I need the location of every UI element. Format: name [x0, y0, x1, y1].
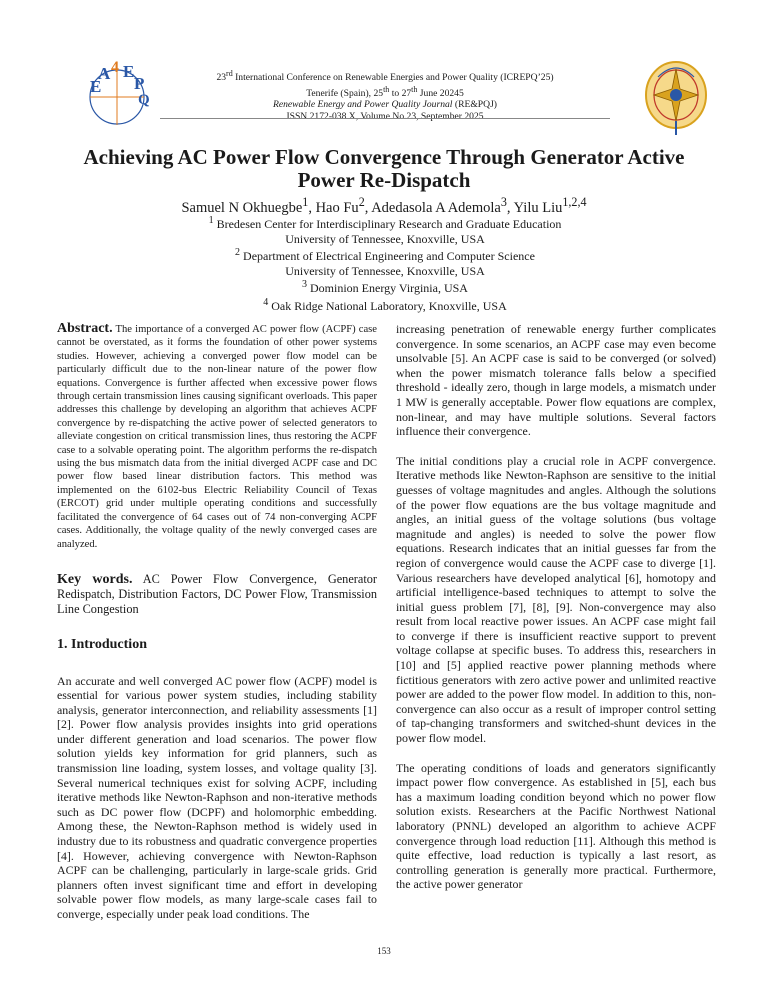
logo-letter: E	[90, 77, 102, 96]
keywords-label: Key words.	[57, 571, 133, 587]
keywords-text: AC Power Flow Convergence, Generator Redispatch, Distribution Factors, DC Power Flow, Transmission Line Congestion	[57, 571, 377, 616]
affiliation-list	[150, 214, 620, 314]
journal-name: Renewable Energy and Power Quality Journal	[272, 99, 453, 111]
author: Hao Fu$^2$,	[315, 195, 372, 216]
author: Yilu Liu$^{1,2,4}$	[513, 195, 587, 216]
affiliation: $^2$ Department of Electrical Engineering and Computer Science	[235, 247, 535, 264]
logo-letter: P	[134, 74, 145, 93]
author: Adedasola A Ademola$^3$,	[371, 195, 514, 216]
header-divider	[160, 118, 610, 119]
right-column	[396, 322, 716, 892]
ea4epq-logo	[78, 57, 156, 135]
logo-letter: 4	[111, 59, 119, 76]
keywords	[57, 572, 377, 617]
abstract	[57, 322, 377, 551]
issn-line: ISSN 2172-038 X, Volume No.23, September 2025	[286, 110, 484, 122]
affiliation-line: University of Tennessee, Knoxville, USA	[285, 231, 485, 246]
affiliation: $^3$ Dominion Energy Virginia, USA	[302, 279, 468, 296]
conference-header	[150, 68, 620, 122]
body-paragraph: The initial conditions play a crucial role in ACPF convergence. Iterative methods like Newton-Raphson are sensitive to the initial guesses of voltage magnitudes and angles. Although the solutions of the power flow equations are the bus voltage magnitude and angles, an initial guess of the voltage solutions (bus voltage magnitude and angles) is needed to solve the power flow equations. Research indicates that an initial guesses far from the region of convergence would cause the ACPF case to diverge [1]. Various researchers have developed analytical [6], homotopy and artificial intelligence-based techniques to attempt to solve the initial guess problem [7], [8], [9]. Non-convergence may also result from local reactive power issues. An ACPF case might fail to converge if there is insufficient reactive support to prevent voltage collapse at specific buses. To address this, researchers in [10] and [5] applied reactive power planning methods where fictitious generators with zero active power and unlimited reactive power are added to the power flow model. In addition to this, non-convergence can also occur as a result of improper control setting of tap-changing transformers and switched-shunt devices in the power flow model.	[396, 453, 716, 746]
logo-letter: A	[98, 64, 111, 83]
venue-line: Tenerife (Spain), 25th to 27th June 20245	[306, 84, 464, 99]
author: Samuel N Okhuegbe$^1$,	[181, 195, 316, 216]
section-heading: 1. Introduction	[57, 636, 147, 652]
affiliation: $^1$ Bredesen Center for Interdisciplinary Research and Graduate Education	[208, 215, 562, 231]
conference-line: 23rd International Conference on Renewable Energies and Power Quality (ICREPQ’25)	[216, 69, 554, 84]
conference-emblem-logo	[640, 55, 712, 137]
page-number: 153	[377, 946, 391, 956]
body-paragraph: The operating conditions of loads and generators significantly impact power flow convergence. As established in [5], each bus has a maximum loading condition beyond which no power flow solution exists. Researchers at the Pacific Northwest National laboratory (PNNL) developed an algorithm to achieve ACPF convergence through load reduction [11]. Although this method is quite effective, load reduction is typically a last resort, as controlling generation is generally more practical. Furthermore, the active power generator	[396, 760, 716, 892]
journal-line	[150, 99, 620, 111]
body-paragraph: increasing penetration of renewable energy further complicates convergence. In some scenarios, an ACPF case may even become unsolvable [5]. An ACPF case is said to be converged (or solved) when the power mismatch tolerance falls below a specified threshold - ideally zero, though in large models, a mismatch under 1 MW is generally acceptable. Power flow equations are complex, non-linear, and may have multiple solutions. Several factors influence their convergence.	[396, 322, 716, 439]
logo-letter: E	[123, 62, 135, 81]
abstract-label: Abstract.	[57, 321, 113, 336]
affiliation: $^4$ Oak Ridge National Laboratory, Knoxville, USA	[263, 296, 507, 313]
left-column	[57, 322, 377, 922]
logo-letter: Q	[138, 92, 150, 108]
journal-abbr: (RE&PQJ)	[452, 99, 497, 111]
affiliation-line: University of Tennessee, Knoxville, USA	[285, 263, 485, 278]
intro-paragraph: An accurate and well converged AC power flow (ACPF) model is essential for various power system studies, including stability analysis, generator interconnection, and reliability assessments [1] [2]. Power flow analysis provides insights into grid operations under different generation and load scenarios. The power flow solution yields key information for grid planners, such as transmission line loading, system losses, and voltage quality [3]. Several numerical techniques exist for solving ACPF, including iterative methods like Newton-Raphson and non-iterative methods such as DC power flow (DCPF) and holomorphic embedding. Among these, the Newton-Raphson method is widely used in industry due to its robustness and quadratic convergence properties [4]. However, achieving convergence with Newton-Raphson ACPF can be challenging, particularly in large-scale grids. Grid planners often invest significant time and effort in developing solvable power flow models, as many large-scale cases fail to converge, especially under peak load conditions. The	[57, 673, 377, 921]
paper-title: Achieving AC Power Flow Convergence Through Generator Active Power Re-Dispatch	[83, 145, 685, 192]
abstract-text: The importance of a converged AC power flow (ACPF) case cannot be overstated, as it forms the foundation of other power systems studies. However, achieving a converged power flow model can be particularly difficult due to the non-linear nature of the power flow equations. Convergence is further affected when excessive power flows through certain transmission lines causing significant overloads. This paper addresses this challenge by developing an algorithm that achieves ACPF convergence by re-dispatching the active power of selected generators to alleviate congestion on critical transmission lines, thus restoring the ACPF case to a solvable operating point. The algorithm performs the re-dispatch using the bus mismatch data from the initial diverged ACPF case and DC power flow based linear distribution factors. This method was implemented on the 6102-bus Electric Reliability Council of Texas (ERCOT) grid under multiple operating conditions and successfully facilitated the convergence of 64 cases out of 74 non-converging ACPF cases. Additionally, the voltage quality of the newly converged cases are analyzed.	[57, 324, 377, 550]
